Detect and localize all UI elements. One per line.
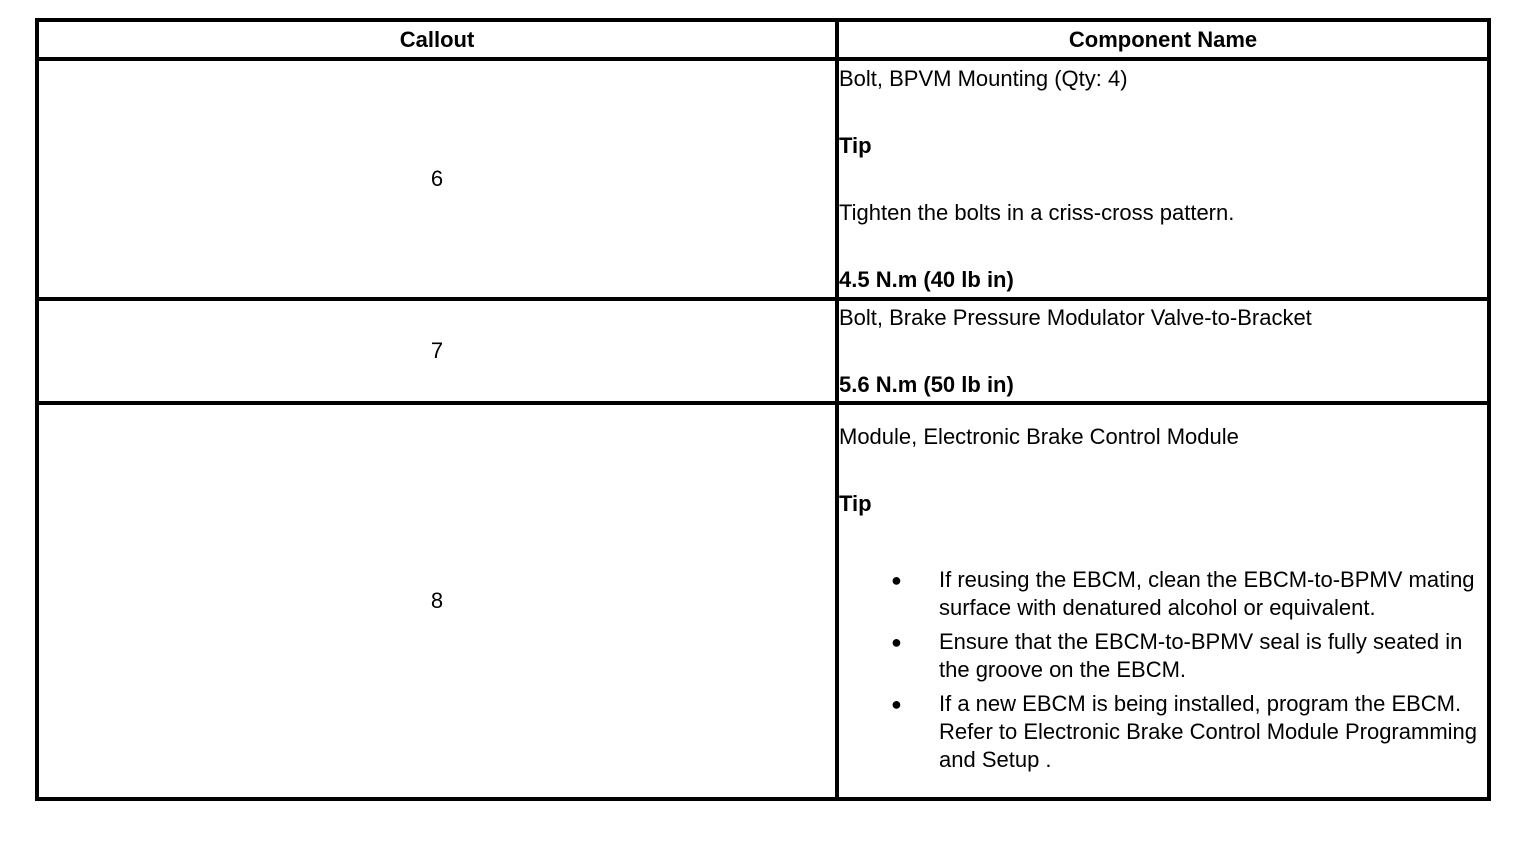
callout-cell: 7 [37, 299, 837, 403]
component-name: Bolt, BPVM Mounting (Qty: 4) [839, 65, 1128, 91]
tip-bullet-text: If a new EBCM is being installed, program the EBCM. Refer to Electronic Brake Control Module Programming and Setup . [939, 690, 1478, 772]
component-name: Bolt, Brake Pressure Modulator Valve-to-Bracket [839, 304, 1312, 330]
table-header-row [37, 20, 1489, 59]
component-table [35, 18, 1491, 801]
table-row [37, 403, 1489, 799]
header-callout: Callout [37, 20, 837, 59]
tip-text: Tighten the bolts in a criss-cross pattern. [839, 199, 1235, 225]
component-cell [837, 403, 1489, 799]
tip-bullet-item [839, 566, 1487, 622]
header-component-name: Component Name [837, 20, 1489, 59]
torque-spec: 5.6 N.m (50 lb in) [839, 371, 1014, 397]
tip-label: Tip [839, 490, 872, 516]
tip-label: Tip [839, 132, 872, 158]
tip-bullet-text: Ensure that the EBCM-to-BPMV seal is fully seated in the groove on the EBCM. [939, 628, 1463, 682]
component-cell [837, 59, 1489, 299]
callout-cell: 6 [37, 59, 837, 299]
table-row [37, 59, 1489, 299]
table-row [37, 299, 1489, 403]
component-name: Module, Electronic Brake Control Module [839, 423, 1239, 449]
torque-spec: 4.5 N.m (40 lb in) [839, 266, 1014, 292]
bullet-icon: ● [891, 693, 902, 714]
bullet-icon: ● [891, 569, 902, 590]
tip-bullet-list [839, 566, 1487, 774]
tip-bullet-item [839, 628, 1487, 684]
callout-cell: 8 [37, 403, 837, 799]
tip-bullet-item [839, 690, 1487, 774]
bullet-icon: ● [891, 631, 902, 652]
component-cell [837, 299, 1489, 403]
tip-bullet-text: If reusing the EBCM, clean the EBCM-to-BPMV mating surface with denatured alcohol or equivalent. [939, 566, 1475, 620]
